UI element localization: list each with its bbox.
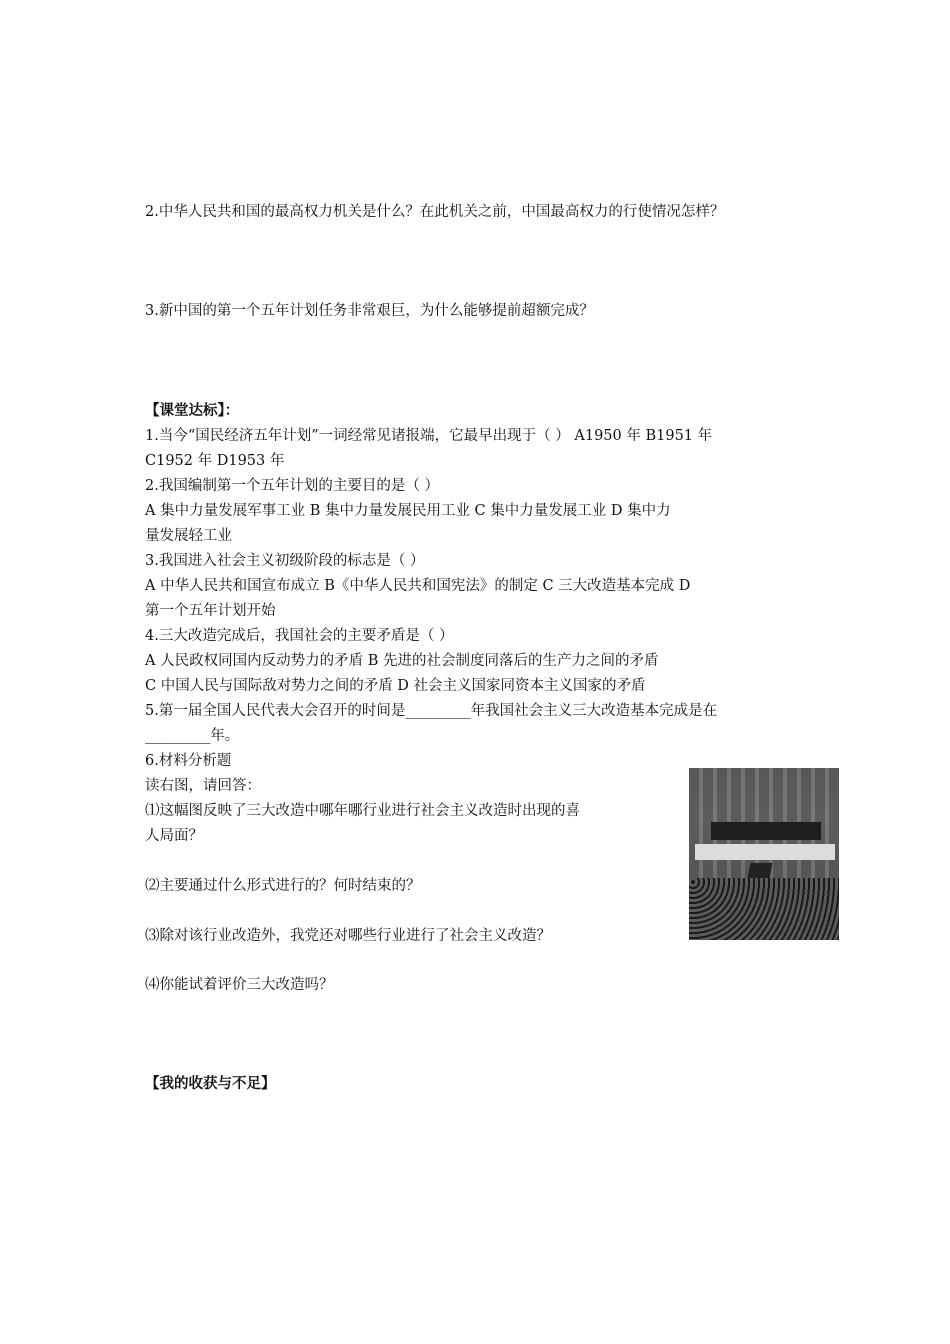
material-question: ⑵主要通过什么形式进行的？何时结束的？ [145, 878, 421, 894]
practice-line: 量发展轻工业 [145, 528, 232, 544]
practice-line: 1.当今“国民经济五年计划”一词经常见诸报端，它最早出现于（ ） A1950 年 B1951 年 [145, 428, 713, 444]
practice-line: C1952 年 D1953 年 [145, 453, 285, 469]
practice-line: A 人民政权同国内反动势力的矛盾 B 先进的社会制度同落后的生产力之间的矛盾 [145, 653, 659, 669]
practice-line: C 中国人民与国际敌对势力之间的矛盾 D 社会主义国家同资本主义国家的矛盾 [145, 678, 646, 694]
section-reflection-heading: 【我的收获与不足】 [145, 1075, 276, 1092]
practice-line: A 中华人民共和国宣布成立 B《中华人民共和国宪法》的制定 C 三大改造基本完成 D [145, 578, 691, 594]
practice-line: A 集中力量发展军事工业 B 集中力量发展民用工业 C 集中力量发展工业 D 集中力 [145, 503, 671, 519]
practice-line: _________年。 [145, 728, 240, 744]
material-question: ⑷你能试着评价三大改造吗？ [145, 977, 334, 993]
practice-line: 2.我国编制第一个五年计划的主要目的是（ ） [145, 478, 439, 494]
question-3: 3.新中国的第一个五年计划任务非常艰巨，为什么能够提前超额完成？ [145, 303, 594, 319]
material-question: ⑶除对该行业改造外，我党还对哪些行业进行了社会主义改造？ [145, 928, 551, 944]
material-question: 人局面？ [145, 828, 203, 844]
practice-line: 读右图，请回答： [145, 778, 261, 794]
question-2: 2.中华人民共和国的最高权力机关是什么？在此机关之前，中国最高权力的行使情况怎样？ [145, 204, 725, 220]
practice-line: 3.我国进入社会主义初级阶段的标志是（ ） [145, 553, 425, 569]
practice-line: 4.三大改造完成后，我国社会的主要矛盾是（ ） [145, 628, 454, 644]
practice-line: 5.第一届全国人民代表大会召开的时间是_________年我国社会主义三大改造基本完成是在 [145, 703, 718, 719]
practice-line: 6.材料分析题 [145, 753, 232, 769]
material-question: ⑴这幅图反映了三大改造中哪年哪行业进行社会主义改造时出现的喜 [145, 803, 580, 819]
practice-line: 第一个五年计划开始 [145, 603, 276, 619]
section-practice-heading: 【课堂达标】： [145, 402, 240, 419]
historical-photo [689, 768, 839, 940]
